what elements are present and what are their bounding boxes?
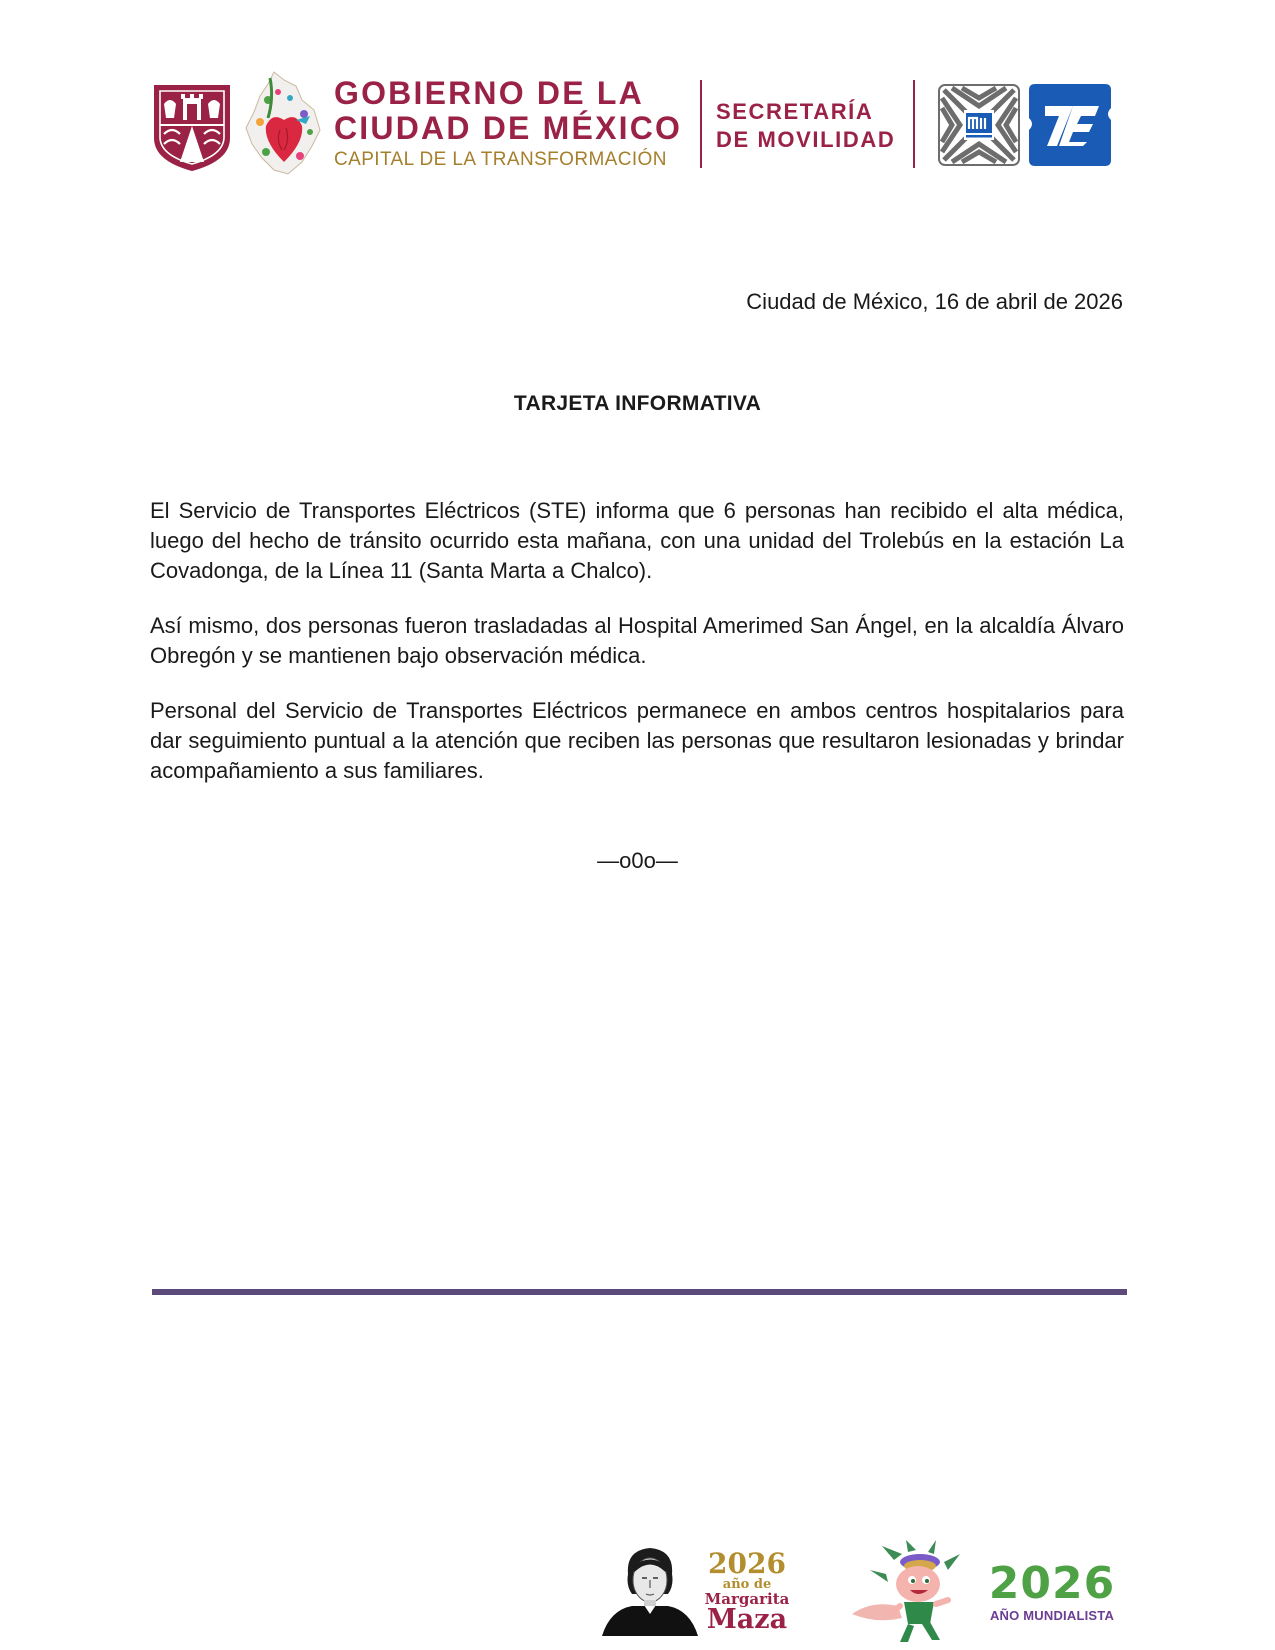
cdmx-shield-icon — [152, 82, 232, 172]
footer-divider — [152, 1289, 1127, 1295]
document-title: TARJETA INFORMATIVA — [513, 392, 762, 415]
document-body — [150, 496, 1124, 811]
mundial-text — [982, 1558, 1122, 1623]
ano-mundialista-logo — [852, 1540, 1122, 1644]
margarita-maza-logo — [602, 1544, 792, 1636]
paragraph: Personal del Servicio de Transportes Eléctricos permanece en ambos centros hospitalarios para dar seguimiento puntual a la atención que reciben las personas que resultaron lesionadas y brindar acompañamiento a sus familiares. — [150, 698, 1124, 783]
gov-line-1: GOBIERNO DE LA — [334, 75, 644, 111]
maza-year: 2026 — [708, 1547, 786, 1580]
header-divider — [913, 80, 915, 168]
closing-mark: —o0o— — [597, 848, 678, 873]
mundial-subtitle: AÑO MUNDIALISTA — [989, 1608, 1115, 1623]
margarita-maza-portrait-icon — [602, 1544, 698, 1636]
gov-wordmark — [334, 76, 682, 173]
metro-logo-icon — [938, 84, 1020, 166]
maza-text — [702, 1547, 792, 1635]
gov-line-2: CIUDAD DE MÉXICO — [334, 110, 683, 146]
mundial-year-text: 2026 — [988, 1558, 1116, 1609]
secretaria-wordmark — [716, 98, 895, 154]
axolotl-mascot-icon — [852, 1540, 976, 1644]
document-date: Ciudad de México, 16 de abril de 2026 — [746, 289, 1123, 314]
maza-line-3: Margarita — [704, 1590, 790, 1608]
sec-line-2: DE MOVILIDAD — [716, 127, 896, 152]
mundial-year — [982, 1558, 1122, 1609]
cdmx-map-heart-icon — [244, 70, 324, 178]
gov-tagline: CAPITAL DE LA TRANSFORMACIÓN — [334, 149, 667, 170]
sec-line-1: SECRETARÍA — [716, 99, 874, 124]
letterhead — [152, 68, 1112, 180]
maza-line-2: año de — [722, 1577, 772, 1592]
paragraph: Así mismo, dos personas fueron trasladadas al Hospital Amerimed San Ángel, en la alcaldía Álvaro Obregón y se mantienen bajo observación médica. — [150, 613, 1124, 668]
maza-line-4: Maza — [706, 1604, 788, 1635]
paragraph: El Servicio de Transportes Eléctricos (STE) informa que 6 personas han recibido el alta médica, luego del hecho de tránsito ocurrido esta mañana, con una unidad del Trolebús en la estación La Covadonga, de la Línea 11 (Santa Marta a Chalco). — [150, 498, 1124, 583]
header-divider — [700, 80, 702, 168]
ste-logo-icon — [1029, 84, 1111, 166]
